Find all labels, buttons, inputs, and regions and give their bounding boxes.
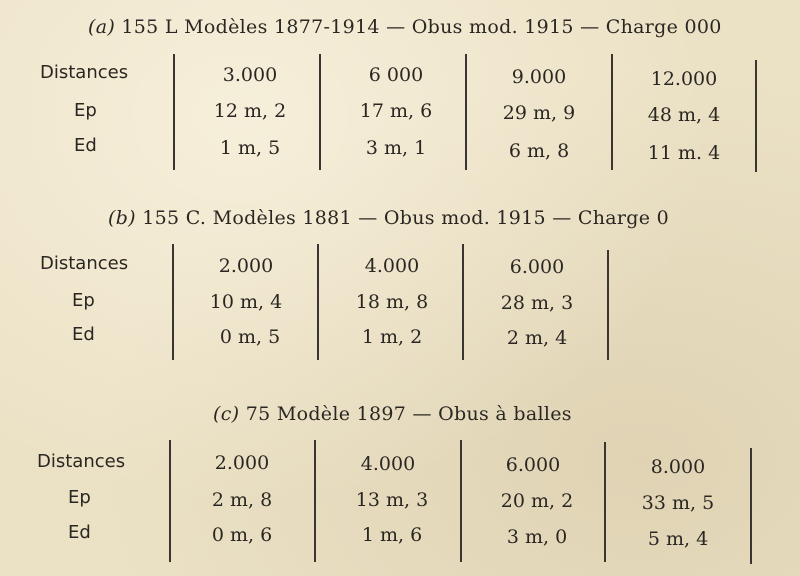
table-a-cell-ep: 48 m, 4 bbox=[647, 104, 721, 126]
table-a-cell-ed: 6 m, 8 bbox=[508, 140, 570, 162]
table-a-cell-ep: 17 m, 6 bbox=[359, 100, 433, 122]
table-b-cell-ed: 1 m, 2 bbox=[361, 326, 423, 348]
table-c-divider bbox=[169, 440, 171, 562]
table-b-cell-distance: 4.000 bbox=[364, 255, 420, 277]
table-c-cell-ep: 33 m, 5 bbox=[641, 492, 715, 514]
table-c-title bbox=[213, 403, 572, 425]
table-b-cell-ep: 28 m, 3 bbox=[500, 292, 574, 314]
table-b-cell-ep: 18 m, 8 bbox=[355, 291, 429, 313]
table-a-label-distances: Distances bbox=[40, 62, 129, 83]
table-b-heading: 155 C. Modèles 1881 — Obus mod. 1915 — Charge 0 bbox=[142, 207, 670, 229]
table-c-label-ed: Ed bbox=[68, 522, 91, 543]
table-c-divider bbox=[750, 448, 752, 564]
table-c-heading: 75 Modèle 1897 — Obus à balles bbox=[245, 403, 572, 425]
table-a-cell-ed: 11 m. 4 bbox=[647, 142, 721, 164]
table-a-cell-ep: 29 m, 9 bbox=[502, 102, 576, 124]
table-a-tag: (a) bbox=[88, 16, 116, 38]
table-a-cell-ed: 3 m, 1 bbox=[365, 137, 427, 159]
table-a-cell-ep: 12 m, 2 bbox=[213, 100, 287, 122]
table-c-label-distances: Distances bbox=[37, 451, 126, 472]
table-b-cell-distance: 6.000 bbox=[509, 256, 565, 278]
table-b-label-ep: Ep bbox=[72, 290, 95, 311]
table-b-cell-ed: 0 m, 5 bbox=[219, 326, 281, 348]
table-b-label-distances: Distances bbox=[40, 253, 129, 274]
table-a-cell-ed: 1 m, 5 bbox=[219, 137, 281, 159]
table-c-cell-ep: 13 m, 3 bbox=[355, 489, 429, 511]
table-a-cell-distance: 12.000 bbox=[650, 68, 718, 90]
table-c-cell-ep: 20 m, 2 bbox=[500, 490, 574, 512]
table-a-title bbox=[88, 16, 722, 38]
table-c-cell-ed: 1 m, 6 bbox=[361, 524, 423, 546]
table-a-cell-distance: 6 000 bbox=[368, 64, 424, 86]
table-a-divider bbox=[173, 54, 175, 170]
table-c-cell-ep: 2 m, 8 bbox=[211, 489, 273, 511]
table-c-cell-distance: 4.000 bbox=[360, 453, 416, 475]
table-b-label-ed: Ed bbox=[72, 324, 95, 345]
table-a-cell-distance: 9.000 bbox=[511, 66, 567, 88]
table-c-cell-ed: 0 m, 6 bbox=[211, 524, 273, 546]
table-c-label-ep: Ep bbox=[68, 487, 91, 508]
table-b-tag: (b) bbox=[108, 207, 136, 229]
table-b-divider bbox=[462, 244, 464, 360]
table-b-divider bbox=[172, 244, 174, 360]
table-b-title bbox=[108, 207, 669, 229]
table-a-divider bbox=[755, 60, 757, 172]
table-c-cell-distance: 8.000 bbox=[650, 456, 706, 478]
table-c-cell-ed: 5 m, 4 bbox=[647, 528, 709, 550]
table-b-divider bbox=[607, 250, 609, 360]
table-c-cell-distance: 2.000 bbox=[214, 452, 270, 474]
table-b-cell-ep: 10 m, 4 bbox=[209, 291, 283, 313]
table-b-cell-ed: 2 m, 4 bbox=[506, 327, 568, 349]
table-c-tag: (c) bbox=[213, 403, 240, 425]
table-a-cell-distance: 3.000 bbox=[222, 64, 278, 86]
table-a-divider bbox=[611, 54, 613, 170]
table-c-cell-ed: 3 m, 0 bbox=[506, 526, 568, 548]
table-c-divider bbox=[314, 440, 316, 562]
table-a-heading: 155 L Modèles 1877-1914 — Obus mod. 1915 — Charge 000 bbox=[121, 16, 722, 38]
table-c-cell-distance: 6.000 bbox=[505, 454, 561, 476]
table-a-label-ed: Ed bbox=[74, 135, 97, 156]
table-a-label-ep: Ep bbox=[74, 100, 97, 121]
table-b-cell-distance: 2.000 bbox=[218, 255, 274, 277]
